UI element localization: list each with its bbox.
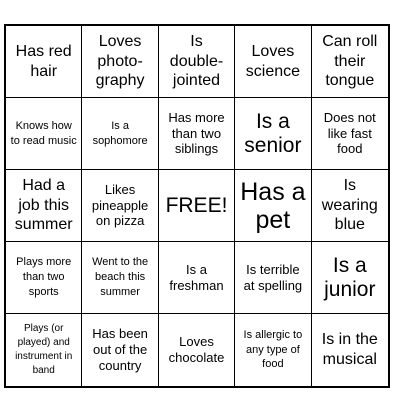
bingo-cell[interactable]: Is a senior [235,98,311,170]
bingo-cell[interactable]: Has more than two siblings [159,98,235,170]
bingo-cell[interactable]: Has red hair [6,26,82,98]
bingo-cell[interactable]: Is terrible at spelling [235,242,311,314]
bingo-cell[interactable]: Plays more than two sports [6,242,82,314]
bingo-cell[interactable]: Is double-jointed [159,26,235,98]
bingo-cell[interactable]: Is a freshman [159,242,235,314]
bingo-cell[interactable]: Loves chocolate [159,314,235,386]
bingo-cell[interactable]: Has been out of the country [82,314,158,386]
bingo-cell[interactable]: Likes pineapple on pizza [82,170,158,242]
bingo-cell[interactable]: Can roll their tongue [312,26,388,98]
bingo-grid [4,24,390,388]
bingo-cell[interactable]: Is wearing blue [312,170,388,242]
bingo-cell[interactable]: Is in the musical [321,331,378,368]
bingo-cell[interactable]: Loves photo-graphy [82,26,158,98]
bingo-cell[interactable]: Does not like fast food [312,98,388,170]
bingo-cell[interactable]: Went to the beach this summer [82,242,158,314]
bingo-cell[interactable]: Plays (or played) and instrument in band [6,314,82,386]
bingo-cell[interactable]: Loves science [235,26,311,98]
bingo-cell[interactable]: Knows how to read music [6,98,82,170]
free-space[interactable]: FREE! [159,170,235,242]
bingo-cell[interactable]: Is a sophomore [82,98,158,170]
bingo-cell[interactable]: Had a job this summer [6,170,82,242]
bingo-cell[interactable]: Is allergic to any type of food [235,314,311,386]
bingo-cell[interactable]: Has a pet [235,170,311,242]
bingo-cell[interactable]: Is a junior [312,242,388,314]
